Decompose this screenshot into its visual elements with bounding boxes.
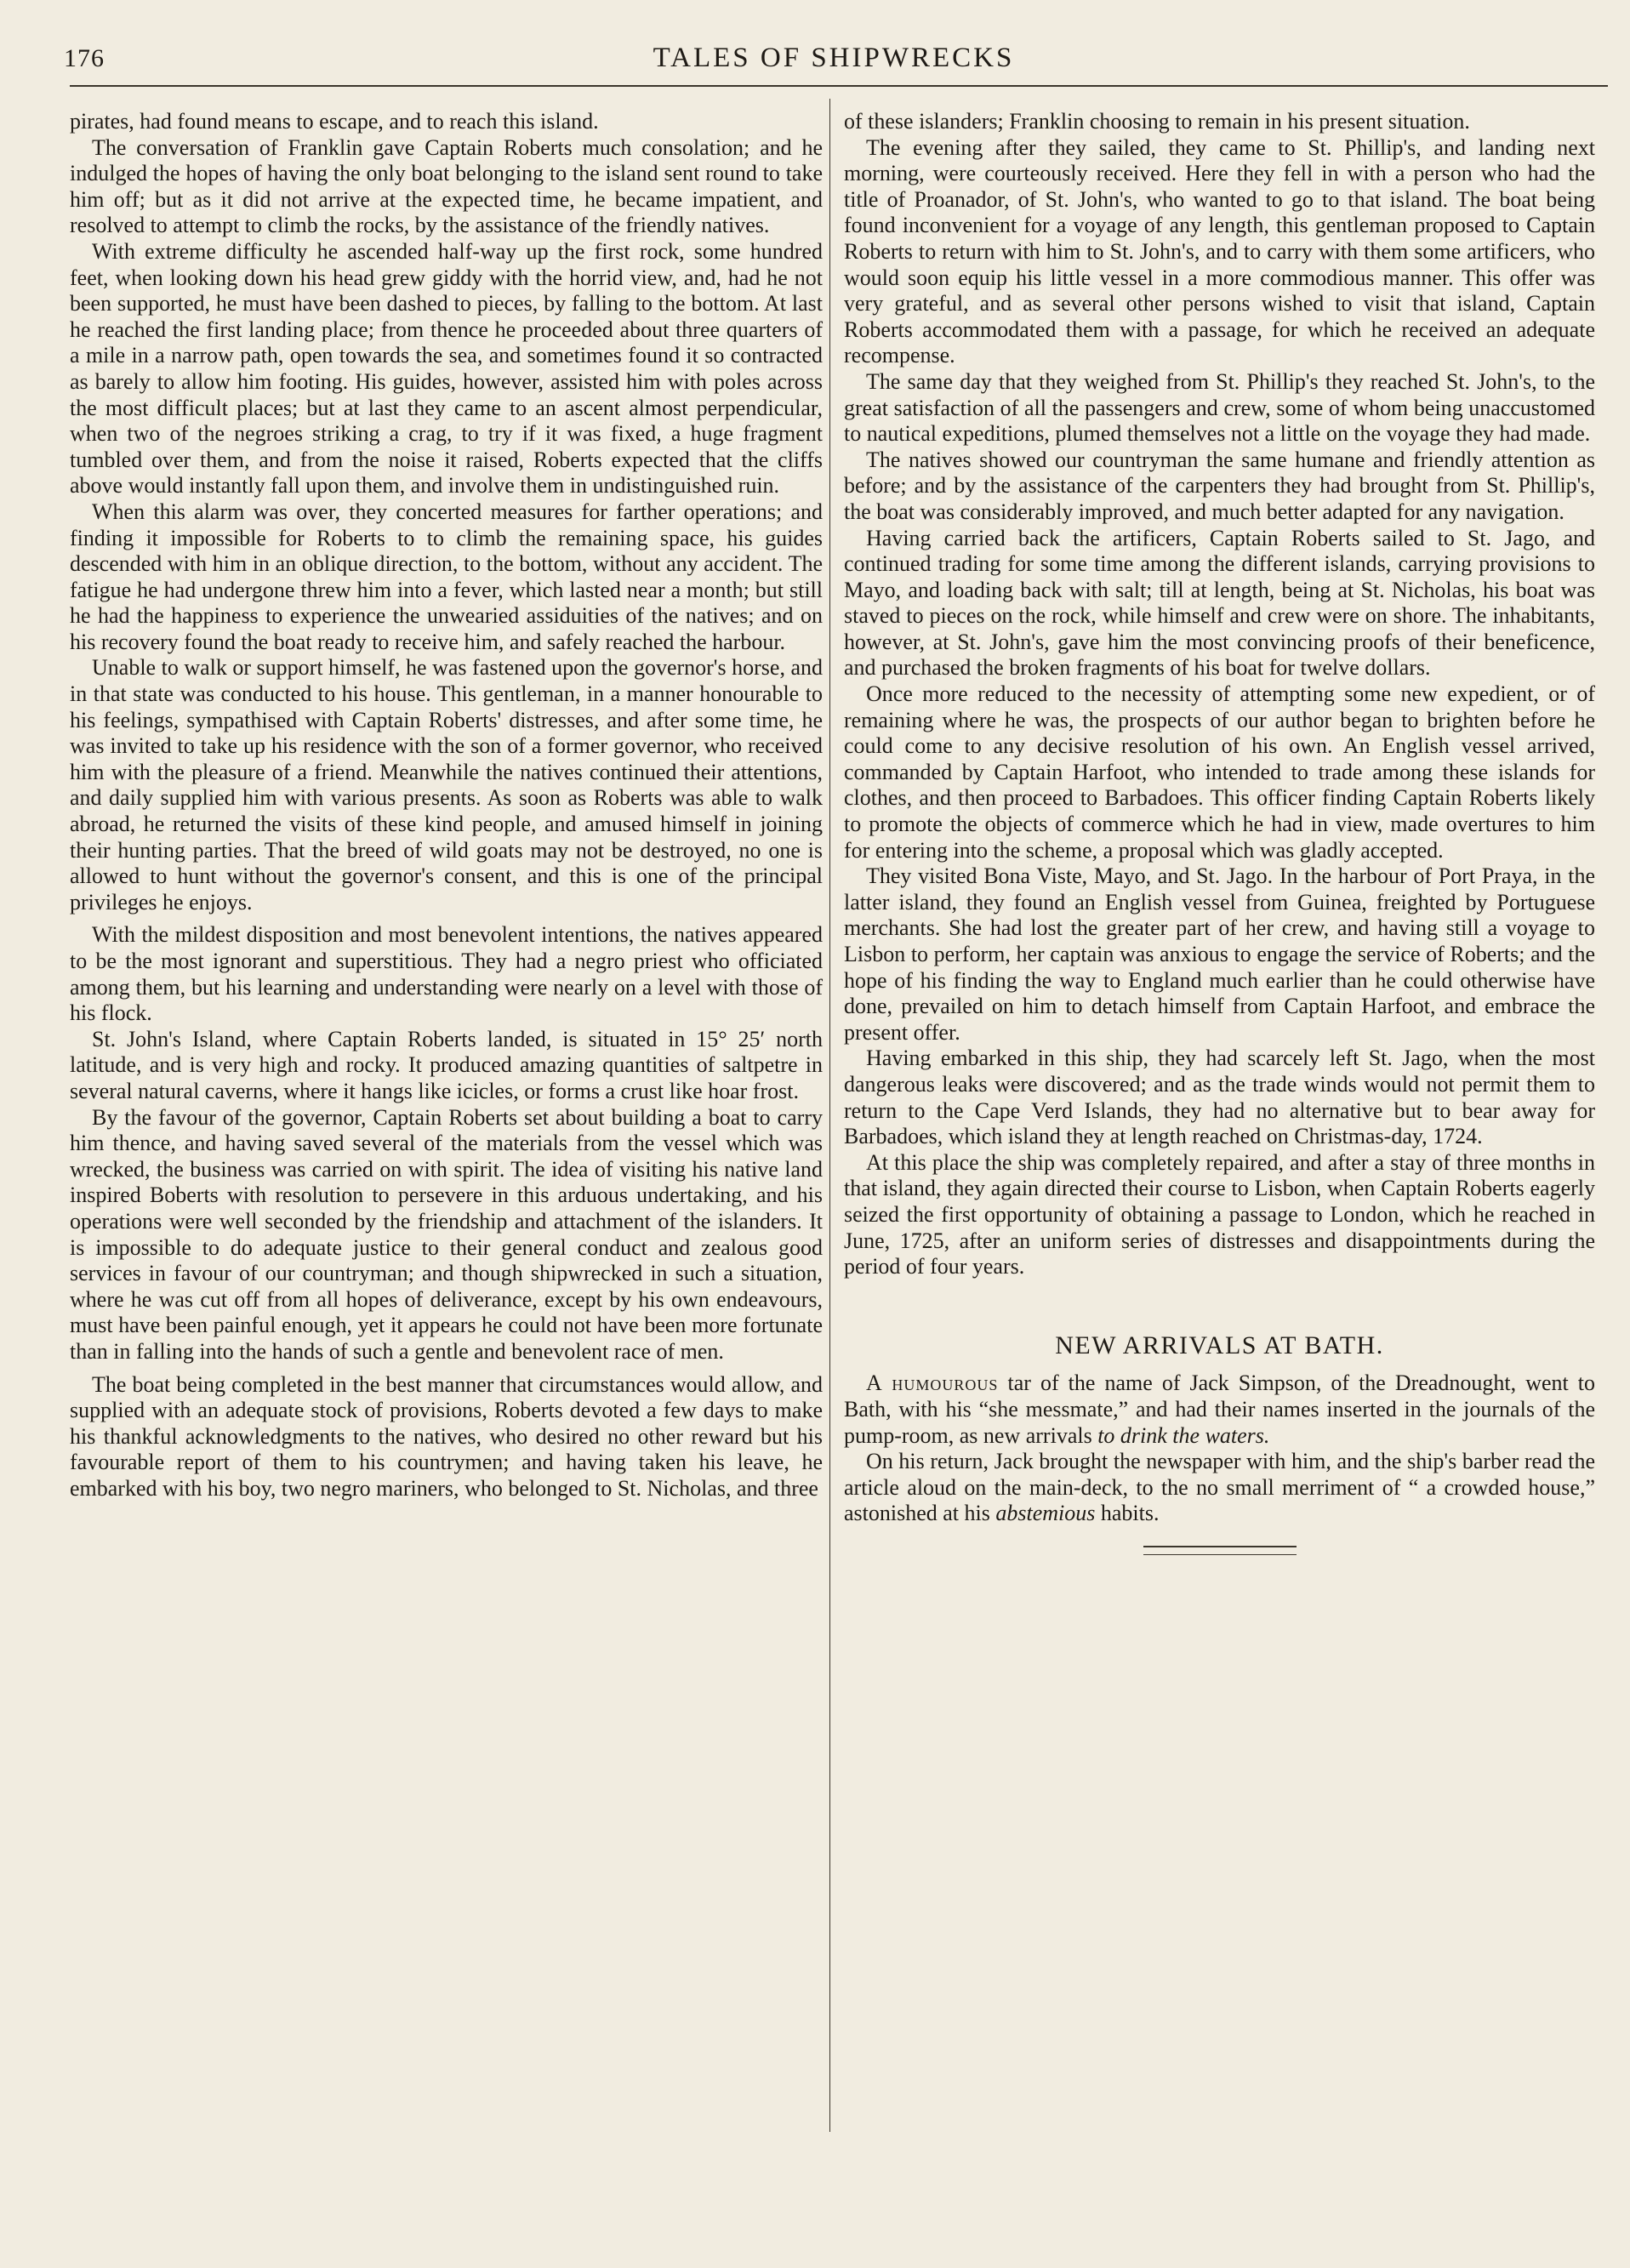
paragraph: The conversation of Franklin gave Captain Roberts much consolation; and he indulged the hopes of having the only boat belonging to the island sent round to take him off; but as it did not arrive at the expected time, he became impatient, and resolved to attempt to climb the rocks, by the assistance of the friendly natives. — [70, 134, 823, 238]
running-title: TALES OF SHIPWRECKS — [653, 43, 1015, 73]
paragraph: At this place the ship was completely repaired, and after a stay of three months in that island, they again directed their course to Lisbon, when Captain Roberts eagerly seized the first opportunity of obtaining a passage to London, which he reached in June, 1725, after an uniform series of distresses and disappointments during the period of four years. — [844, 1149, 1595, 1279]
paragraph: When this alarm was over, they concerted measures for farther operations; and finding it impossible for Roberts to to climb the remaining space, his guides descended with him in an oblique direction, to the bottom, without any accident. The fatigue he had undergone threw him into a fever, which lasted near a month; but still he had the happiness to experience the unwearied assiduities of the natives; and on his recovery found the boat ready to receive him, and safely reached the harbour. — [70, 499, 823, 654]
paragraph: St. John's Island, where Captain Roberts landed, is situated in 15° 25′ north latitude, and is very high and rocky. It produced amazing quantities of saltpetre in several natural caverns, where it hangs like icicles, or forms a crust like hoar frost. — [70, 1026, 823, 1103]
paragraph: The evening after they sailed, they came to St. Phillip's, and landing next morning, were courteously received. Here they fell in with a person who had the title of Proanador, of St. John's, who wanted to go to that island. The boat being found inconvenient for a voyage of any length, this gentleman proposed to Captain Roberts to return with him to St. John's, and to carry with them some artificers, who would soon equip his little vessel in a more commodious manner. This offer was very grateful, and as several other persons wished to visit that island, Captain Roberts accommodated them with a passage, for which he received an adequate recompense. — [844, 134, 1595, 368]
paragraph: With the mildest disposition and most benevolent intentions, the natives appeared to be the most ignorant and superstitious. They had a negro priest who officiated among them, but his learning and understanding were nearly on a level with those of his flock. — [70, 922, 823, 1026]
lead-in-small-caps: A humourous — [866, 1370, 999, 1396]
article-title: NEW ARRIVALS AT BATH. — [1055, 1331, 1384, 1359]
paragraph: of these islanders; Franklin choosing to remain in his present situation. — [844, 109, 1470, 134]
right-column — [844, 109, 1595, 1555]
paragraph: The same day that they weighed from St. Phillip's they reached St. John's, to the great satisfaction of all the passengers and crew, some of whom being unaccustomed to nautical expeditions, plumed themselves not a little on the voyage they had made. — [844, 368, 1595, 447]
header-rule — [70, 85, 1608, 87]
end-ornament-rule — [1143, 1546, 1297, 1555]
paragraph: Once more reduced to the necessity of attempting some new expedient, or of remaining where he was, the prospects of our author began to brighten before he could come to any decisive resolution of his own. An English vessel arrived, commanded by Captain Harfoot, who intended to trade among these islands for clothes, and then proceed to Barbadoes. This officer finding Captain Roberts likely to promote the objects of commerce which he had in view, made overtures to him for entering into the scheme, a proposal which was gladly accepted. — [844, 681, 1595, 863]
article-text: tar of the name of Jack Simpson, of the Dreadnought, went to Bath, with his “she messmate,” and had their names inserted in the journals of the pump-room, as new arrivals — [844, 1370, 1596, 1448]
column-divider — [829, 99, 830, 2132]
italic-phrase: abstemious — [995, 1501, 1096, 1526]
paragraph: The natives showed our countryman the same humane and friendly attention as before; and by the assistance of the carpenters they had brought from St. Phillip's, the boat was considerably improved, and much better adapted for any navigation. — [844, 447, 1595, 524]
paragraph: pirates, had found means to escape, and to reach this island. — [70, 109, 599, 134]
paragraph: Having carried back the artificers, Captain Roberts sailed to St. Jago, and continued trading for some time among the different islands, carrying provisions to Mayo, and loading back with salt; till at length, being at St. Nicholas, his boat was staved to pieces on the rock, while himself and crew were on shore. The inhabitants, however, at St. John's, gave him the most convincing proofs of their beneficence, and purchased the broken fragments of his boat for twelve dollars. — [844, 525, 1595, 681]
article-text: habits. — [1095, 1501, 1160, 1526]
paragraph: The boat being completed in the best manner that circumstances would allow, and supplied with an adequate stock of provisions, Roberts devoted a few days to make his thankful acknowledgments to the natives, who desired no other reward but his favourable report of them to his countrymen; and having taken his leave, he embarked with his boy, two negro mariners, who belonged to St. Nicholas, and three — [70, 1371, 823, 1501]
paragraph: Having embarked in this ship, they had scarcely left St. Jago, when the most dangerous leaks were discovered; and as the trade winds would not permit them to return to the Cape Verd Islands, they had no alternative but to bear away for Barbadoes, which island they at length reached on Christmas-day, 1724. — [844, 1046, 1595, 1149]
article-paragraph — [844, 1449, 1595, 1527]
paragraph: By the favour of the governor, Captain Roberts set about building a boat to carry him thence, and having saved several of the materials from the vessel which was wrecked, the business was carried on with spirit. The idea of visiting his native land inspired Boberts with resolution to persevere in this arduous undertaking, and his operations were well seconded by the friendship and attachment of the islanders. It is impossible to do adequate justice to their general conduct and zealous good services in favour of our countryman; and though shipwrecked in such a situation, where he was cut off from all hopes of deliverance, except by his own endeavours, must have been painful enough, yet it appears he could not have been more fortunate than in falling into the hands of such a gentle and benevolent race of men. — [70, 1104, 823, 1364]
paragraph: With extreme difficulty he ascended half-way up the first rock, some hundred feet, when looking down his head grew giddy with the horrid view, and, had he not been supported, he must have been dashed to pieces, by falling to the bottom. At last he reached the first landing place; from thence he proceeded about three quarters of a mile in a narrow path, open towards the sea, and sometimes found it so contracted as barely to allow him footing. His guides, however, assisted him with poles across the most difficult places; but at last they came to an ascent almost perpendicular, when two of the negroes striking a crag, to try if it was fixed, a huge fragment tumbled over them, and from the noise it raised, Roberts expected that the cliffs above would instantly fall upon them, and involve them in undistinguished ruin. — [70, 238, 823, 499]
page-number: 176 — [64, 44, 105, 72]
paragraph: Unable to walk or support himself, he was fastened upon the governor's horse, and in that state was conducted to his house. This gentleman, in a manner honourable to his feelings, sympathised with Captain Roberts' distresses, and after some time, he was invited to take up his residence with the son of a former governor, who received him with the pleasure of a friend. Meanwhile the natives continued their attentions, and daily supplied him with various presents. As soon as Roberts was able to walk abroad, he returned the visits of these kind people, and amused himself in joining their hunting parties. That the breed of wild goats may not be destroyed, no one is allowed to hunt without the governor's consent, and this is one of the principal privileges he enjoys. — [70, 655, 823, 915]
article-text: On his return, Jack brought the newspaper with him, and the ship's barber read the article aloud on the main-deck, to the no small merriment of “ a crowded house,” astonished at his — [844, 1449, 1595, 1526]
paragraph: They visited Bona Viste, Mayo, and St. Jago. In the harbour of Port Praya, in the latter island, they found an English vessel from Guinea, freighted by Portuguese merchants. She had lost the greater part of her crew, and having still a voyage to Lisbon to perform, her captain was anxious to engage the service of Roberts; and the hope of his finding the way to England much earlier than he could otherwise have done, prevailed on him to detach himself from Captain Harfoot, and embrace the present offer. — [844, 863, 1595, 1045]
italic-phrase: to drink the waters. — [1097, 1422, 1270, 1448]
article-paragraph — [844, 1370, 1595, 1449]
page-header — [64, 37, 1604, 75]
left-column — [70, 109, 823, 1502]
